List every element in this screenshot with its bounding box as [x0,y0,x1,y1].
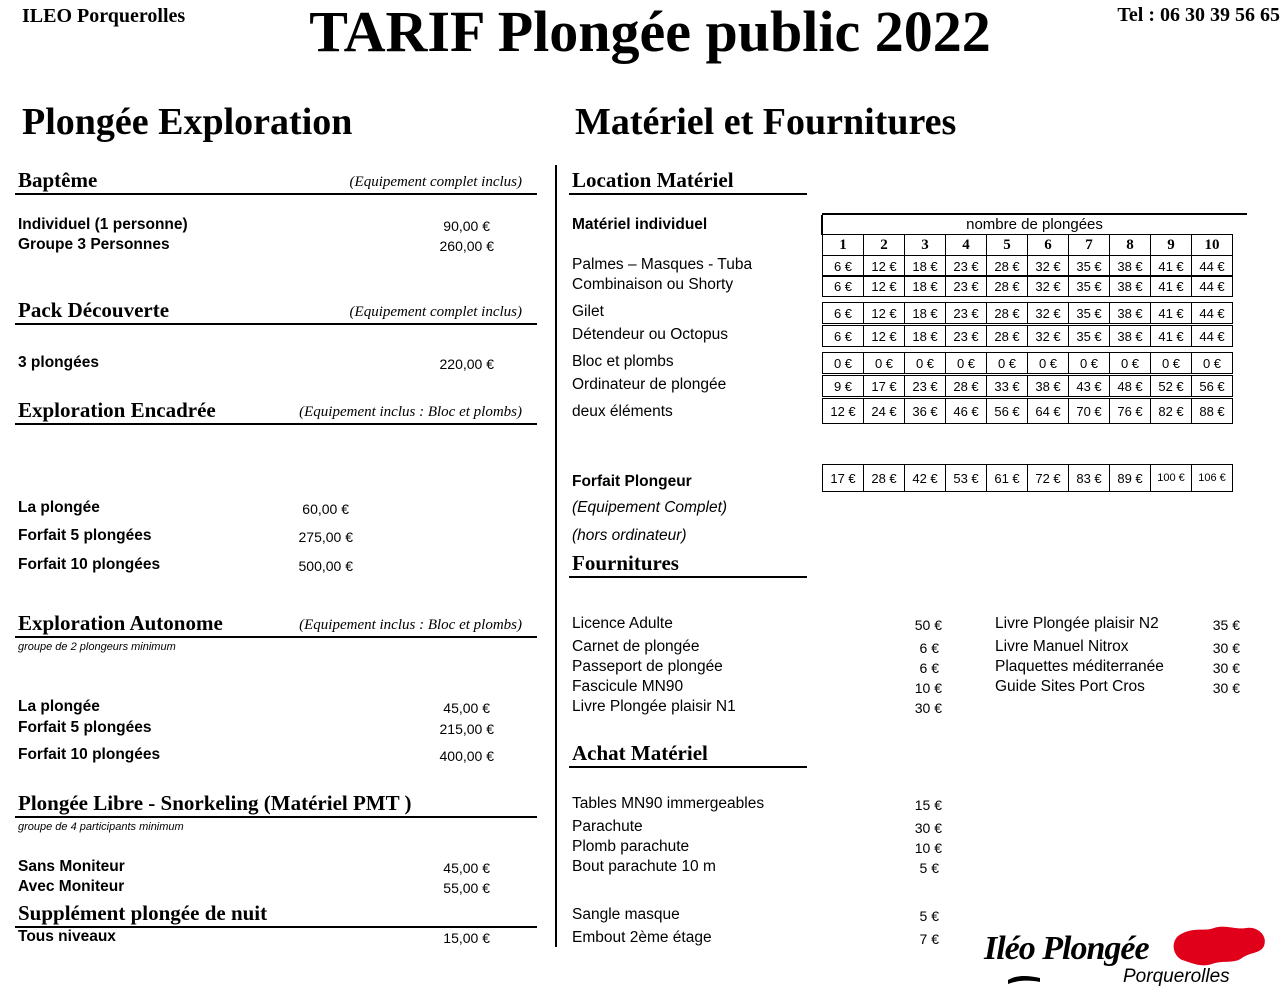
purchase-label: Embout 2ème étage [572,929,712,946]
rental-item-label: Détendeur ou Octopus [572,326,728,343]
price-label: Tous niveaux [18,928,116,945]
rental-price-cell: 76 € [1110,399,1151,424]
price-label: Avec Moniteur [18,878,125,895]
forfait-price-cell: 100 € [1151,465,1192,492]
rental-price-cell: 70 € [1069,399,1110,424]
rental-price-cell: 17 € [864,376,905,397]
logo-subtext: Porquerolles [1123,966,1230,987]
rental-price-cell: 52 € [1151,376,1192,397]
supply-label: Livre Plongée plaisir N2 [995,615,1159,632]
rental-price-cell: 41 € [1151,256,1192,277]
price-value: 260,00 € [439,238,494,254]
rental-price-cell: 0 € [1028,353,1069,374]
rental-price-cell: 82 € [1151,399,1192,424]
purchase-label: Tables MN90 immergeables [572,795,765,812]
rental-price-cell: 0 € [1069,353,1110,374]
rental-price-cell: 18 € [905,303,946,324]
dive-count: 1 [823,235,864,256]
rental-price-cell: 28 € [987,303,1028,324]
price-label: Individuel (1 personne) [18,216,188,233]
rental-price-cell: 28 € [987,256,1028,277]
rental-price-cell: 33 € [987,376,1028,397]
rental-price-cell: 32 € [1028,326,1069,347]
section-rule [15,636,537,638]
rental-price-cell: 43 € [1069,376,1110,397]
rental-price-cell: 12 € [864,256,905,277]
price-value: 215,00 € [439,721,494,737]
purchase-price: 7 € [919,931,939,947]
section-nuit-title: Supplément plongée de nuit [18,901,268,925]
section-rule [569,766,807,768]
purchase-label: Sangle masque [572,906,680,923]
rental-price-cell: 0 € [1151,353,1192,374]
left-column-title: Plongée Exploration [22,101,353,143]
rental-price-cell: 38 € [1110,256,1151,277]
dive-count: 6 [1028,235,1069,256]
supply-label: Passeport de plongée [572,658,723,675]
supply-price: 50 € [914,617,942,633]
section-pack-note: (Equipement complet inclus) [349,304,522,320]
supply-price: 30 € [914,700,942,716]
dive-count: 4 [946,235,987,256]
purchase-label: Bout parachute 10 m [572,858,716,875]
rental-price-cell: 18 € [905,326,946,347]
rental-price-cell: 12 € [823,399,864,424]
rental-price-cell: 23 € [946,256,987,277]
page-title: TARIF Plongée public 2022 [309,0,991,64]
purchase-price: 5 € [919,908,939,924]
price-label: La plongée [18,698,100,715]
rental-price-cell: 6 € [823,326,864,347]
rental-price-cell: 41 € [1151,303,1192,324]
forfait-price-cell: 72 € [1028,465,1069,492]
price-label: Forfait 5 plongées [18,719,152,736]
rental-price-cell: 32 € [1028,303,1069,324]
price-label: 3 plongées [18,354,99,371]
rental-price-cell: 0 € [864,353,905,374]
rental-price-cell: 12 € [864,276,905,297]
rental-price-cell: 23 € [946,276,987,297]
phone-number: Tel : 06 30 39 56 65 [1117,4,1280,26]
price-label: Forfait 10 plongées [18,556,161,573]
rental-price-cell: 35 € [1069,326,1110,347]
price-value: 90,00 € [443,218,490,234]
rental-price-cell: 12 € [864,326,905,347]
rental-price-cell: 38 € [1110,326,1151,347]
section-rule [569,576,807,578]
price-value: 60,00 € [302,501,349,517]
rental-price-cell: 41 € [1151,276,1192,297]
section-rule [15,193,537,195]
forfait-price-cell: 61 € [987,465,1028,492]
section-libre-title: Plongée Libre - Snorkeling (Matériel PMT ) [18,791,412,815]
forfait-price-cell: 83 € [1069,465,1110,492]
price-value: 400,00 € [439,748,494,764]
price-label: Groupe 3 Personnes [18,236,170,253]
purchase-price: 10 € [914,840,942,856]
supply-label: Livre Manuel Nitrox [995,638,1129,655]
rental-price-cell: 0 € [1110,353,1151,374]
rental-price-row [822,352,1233,374]
rental-item-label: Bloc et plombs [572,353,674,370]
rental-item-label: Ordinateur de plongée [572,376,727,393]
dive-count: 3 [905,235,946,256]
rental-item-label: Gilet [572,303,604,320]
supply-label: Fascicule MN90 [572,678,684,695]
price-value: 220,00 € [439,356,494,372]
right-column-title: Matériel et Fournitures [575,101,957,143]
price-label: La plongée [18,499,100,516]
rental-price-cell: 38 € [1110,303,1151,324]
price-label: Forfait 10 plongées [18,746,161,763]
section-encadree-note: (Equipement inclus : Bloc et plombs) [299,404,522,420]
supply-label: Carnet de plongée [572,638,700,655]
rental-price-cell: 0 € [987,353,1028,374]
rental-price-cell: 12 € [864,303,905,324]
supply-price: 30 € [1212,680,1240,696]
location-column-label: Matériel individuel [572,216,708,233]
rental-price-cell: 46 € [946,399,987,424]
rental-price-row [822,375,1233,397]
dive-count: 10 [1192,235,1233,256]
rental-price-cell: 56 € [987,399,1028,424]
rental-price-cell: 35 € [1069,276,1110,297]
supply-price: 30 € [1212,640,1240,656]
supply-label: Guide Sites Port Cros [995,678,1145,695]
price-value: 275,00 € [298,529,353,545]
rental-price-cell: 23 € [946,326,987,347]
section-location-title: Location Matériel [572,168,734,192]
section-bapteme-title: Baptême [18,168,98,192]
rental-price-cell: 56 € [1192,376,1233,397]
supply-price: 6 € [919,660,939,676]
rental-price-cell: 35 € [1069,256,1110,277]
brand-name: ILEO Porquerolles [22,5,186,27]
section-autonome-note: (Equipement inclus : Bloc et plombs) [299,617,522,633]
grid-left-edge [821,215,823,235]
rental-price-cell: 32 € [1028,256,1069,277]
supply-price: 6 € [919,640,939,656]
section-rule [15,816,537,818]
purchase-price: 30 € [914,820,942,836]
rental-price-cell: 18 € [905,276,946,297]
rental-price-cell: 28 € [987,276,1028,297]
rental-price-cell: 32 € [1028,276,1069,297]
rental-price-row [822,398,1233,424]
forfait-price-cell: 28 € [864,465,905,492]
forfait-price-cell: 17 € [823,465,864,492]
section-rule [15,423,537,425]
price-label: Sans Moniteur [18,858,125,875]
rental-price-cell: 9 € [823,376,864,397]
supply-price: 30 € [1212,660,1240,676]
price-label: Forfait 5 plongées [18,527,152,544]
section-libre-sub: groupe de 4 participants minimum [18,821,184,833]
rental-price-cell: 0 € [946,353,987,374]
dive-count: 9 [1151,235,1192,256]
rental-price-cell: 41 € [1151,326,1192,347]
forfait-label: Forfait Plongeur [572,473,692,490]
rental-price-cell: 35 € [1069,303,1110,324]
section-rule [15,323,537,325]
rental-price-row [822,275,1233,297]
supply-label: Plaquettes méditerranée [995,658,1164,675]
rental-price-cell: 64 € [1028,399,1069,424]
price-value: 500,00 € [298,558,353,574]
rental-price-cell: 18 € [905,256,946,277]
rental-price-cell: 44 € [1192,326,1233,347]
dive-count: 8 [1110,235,1151,256]
rental-price-cell: 36 € [905,399,946,424]
section-bapteme-note: (Equipement complet inclus) [349,174,522,190]
section-autonome-title: Exploration Autonome [18,611,223,635]
section-pack-title: Pack Découverte [18,298,170,322]
forfait-price-cell: 106 € [1192,465,1233,492]
rental-price-cell: 23 € [946,303,987,324]
rental-price-cell: 6 € [823,256,864,277]
rental-price-cell: 24 € [864,399,905,424]
rental-item-label: deux éléments [572,403,673,420]
purchase-label: Parachute [572,818,643,835]
rental-price-cell: 38 € [1028,376,1069,397]
section-fournitures-title: Fournitures [572,551,679,575]
logo-text: Iléo Plongée [984,930,1149,967]
purchase-price: 5 € [919,860,939,876]
supply-label: Livre Plongée plaisir N1 [572,698,736,715]
rental-price-cell: 28 € [946,376,987,397]
forfait-price-cell: 53 € [946,465,987,492]
grid-caption: nombre de plongées [966,216,1103,233]
supply-price: 10 € [914,680,942,696]
price-value: 45,00 € [443,860,490,876]
forfait-note: (hors ordinateur) [572,527,687,544]
grid-top-rule [822,213,1247,215]
rental-price-cell: 38 € [1110,276,1151,297]
rental-price-row [822,255,1233,277]
rental-price-cell: 48 € [1110,376,1151,397]
forfait-price-row [822,464,1233,492]
rental-item-label: Combinaison ou Shorty [572,276,734,293]
purchase-price: 15 € [914,797,942,813]
supply-price: 35 € [1212,617,1240,633]
rental-price-cell: 6 € [823,303,864,324]
rental-price-cell: 28 € [987,326,1028,347]
rental-price-cell: 23 € [905,376,946,397]
ileo-plongee-logo [978,922,1273,992]
column-divider [555,165,557,947]
dive-count: 5 [987,235,1028,256]
forfait-price-cell: 42 € [905,465,946,492]
section-autonome-sub: groupe de 2 plongeurs minimum [18,641,176,653]
price-value: 45,00 € [443,700,490,716]
rental-price-cell: 44 € [1192,256,1233,277]
rental-price-cell: 0 € [823,353,864,374]
price-value: 15,00 € [443,930,490,946]
section-encadree-title: Exploration Encadrée [18,398,216,422]
rental-item-label: Palmes – Masques - Tuba [572,256,753,273]
rental-price-cell: 44 € [1192,276,1233,297]
supply-label: Licence Adulte [572,615,673,632]
purchase-label: Plomb parachute [572,838,690,855]
section-achat-title: Achat Matériel [572,741,708,765]
dive-count: 7 [1069,235,1110,256]
rental-price-cell: 6 € [823,276,864,297]
rental-price-cell: 0 € [905,353,946,374]
price-value: 55,00 € [443,880,490,896]
rental-price-row [822,302,1233,324]
dive-count: 2 [864,235,905,256]
rental-price-cell: 0 € [1192,353,1233,374]
rental-price-cell: 88 € [1192,399,1233,424]
rental-price-row [822,325,1233,347]
dive-count-header [822,234,1233,256]
rental-price-cell: 44 € [1192,303,1233,324]
forfait-price-cell: 89 € [1110,465,1151,492]
section-rule [569,193,807,195]
forfait-note: (Equipement Complet) [572,499,728,516]
